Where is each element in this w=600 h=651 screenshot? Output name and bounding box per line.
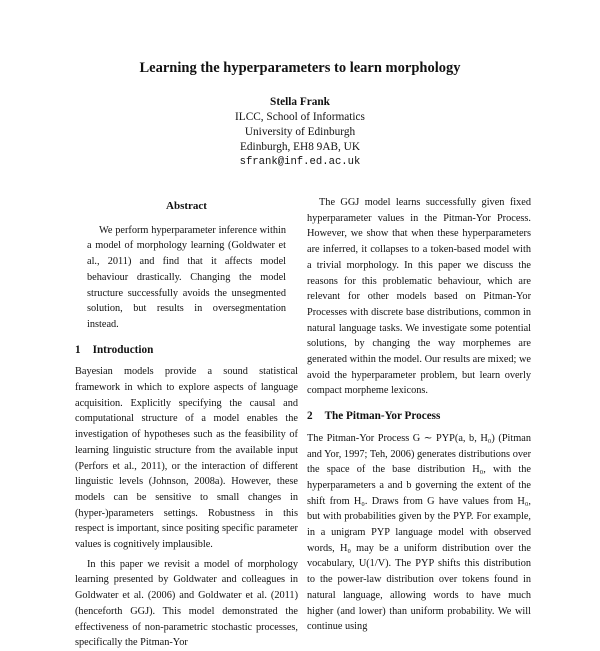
author-email: sfrank@inf.ed.ac.uk bbox=[239, 156, 361, 168]
section-title: The Pitman-Yor Process bbox=[324, 410, 441, 423]
author-address: Edinburgh, EH8 9AB, UK bbox=[240, 141, 360, 153]
abstract-text: We perform hyperparameter inference within a model of morphology learning (Goldwater et al., 2011) and find that it affects model behaviour drastically. Changing the model structure successfully avoids the unsegmented solution, but results in oversegmentation instead. bbox=[87, 224, 286, 330]
section-number: 1 bbox=[75, 343, 81, 356]
section-heading-introduction bbox=[75, 343, 298, 359]
intro-paragraph-1: Bayesian models provide a sound statistical framework in which to explore aspects of language acquisition. Explicitly specifying the causal and computational structure of a model enables the investigation of hypotheses such as the feasibility of learning linguistic structure from the available input (Perfors et al., 2011), or the interaction of different linguistic levels (Johnson, 2008a). However, these models can be sensitive to small changes in (hyper-)parameters settings. Robustness in this respect is important, since positing specific parameter values is cognitively implausible. bbox=[75, 366, 298, 551]
author-name: Stella Frank bbox=[270, 96, 330, 108]
author-block bbox=[0, 95, 600, 170]
author-university: University of Edinburgh bbox=[244, 126, 356, 138]
abstract-heading: Abstract bbox=[166, 200, 207, 212]
section-heading-pitman-yor bbox=[307, 409, 531, 425]
section-number: 2 bbox=[307, 410, 313, 423]
left-column bbox=[75, 195, 298, 651]
section-title: Introduction bbox=[92, 343, 154, 356]
author-affiliation: ILCC, School of Informatics bbox=[235, 111, 365, 123]
intro-paragraph-2: In this paper we revisit a model of morphology learning presented by Goldwater and colleagues in Goldwater et al. (2006) and Goldwater et al. (2011) (henceforth GGJ). This model demonstrated the effectiveness of non-parametric stochastic processes, specifically the Pitman-Yor bbox=[75, 558, 298, 649]
right-column bbox=[307, 195, 531, 635]
pyp-paragraph: The Pitman-Yor Process G ∼ PYP(a, b, H₀) (Pitman and Yor, 1997; Teh, 2006) generates distributions over the space of the base distribution H₀, with the hyperparameters a and b governing the extent of the shift from H₀. Draws from G have values from H₀, but with probabilities given by the PYP. For example, in a unigram PYP language model with observed words, H₀ may be a uniform distribution over the vocabulary, U(1/V). The PYP shifts this distribution to the power-law distribution over tokens found in natural language, allowing words to have much higher (and lower) than uniform probability. We will continue using bbox=[307, 432, 531, 633]
paper-title: Learning the hyperparameters to learn morphology bbox=[139, 60, 461, 76]
intro-paragraph-3: The GGJ model learns successfully given fixed hyperparameter values in the Pitman-Yor Process. However, we show that when these hyperparameters are inferred, it collapses to a token-based model with a trivial morphology. In this paper we discuss the reasons for this problematic behaviour, which are relevant for other models based on Pitman-Yor Processes with discrete base distributions, common in natural language tasks. We investigate some potential solutions, by changing the way morphemes are generated within the model. Our results are mixed; we avoid the hyperparameter problem, but learn overly compact morpheme lexicons. bbox=[307, 197, 531, 397]
